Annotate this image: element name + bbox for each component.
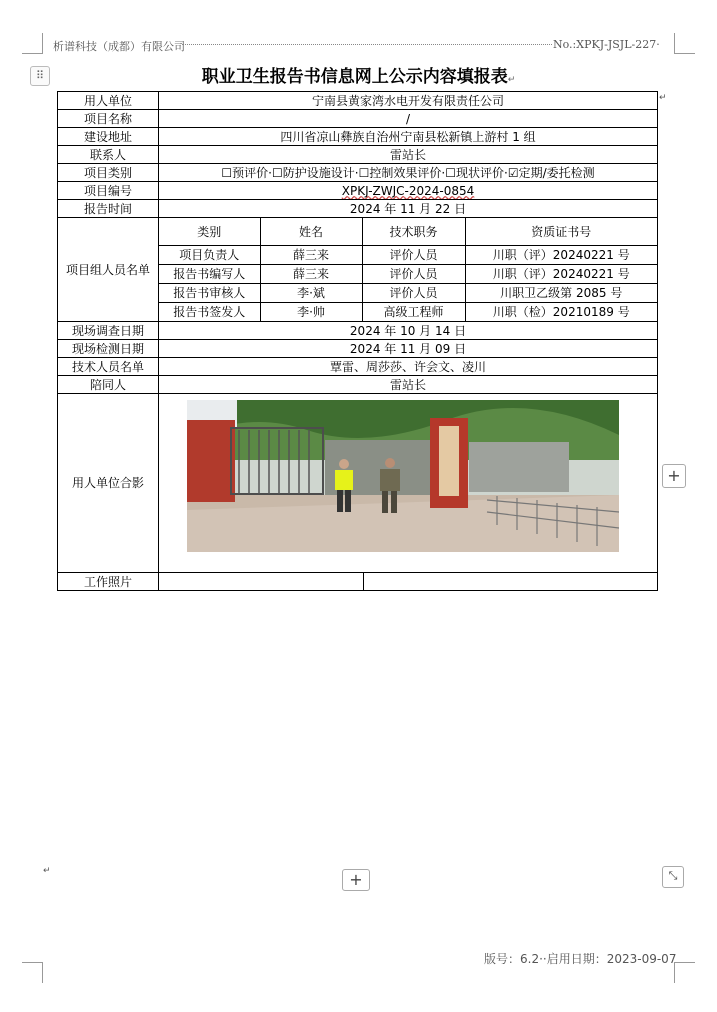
contact-label: 联系人 bbox=[58, 146, 159, 164]
member-name[interactable]: 李·帅 bbox=[260, 303, 362, 322]
add-column-plus-icon[interactable]: + bbox=[662, 464, 686, 488]
checkbox-unchecked-icon[interactable]: ☐ bbox=[358, 165, 370, 180]
table-row bbox=[58, 164, 658, 182]
table-row bbox=[159, 265, 657, 284]
survey-date-label: 现场调查日期 bbox=[58, 322, 159, 340]
row-end-mark-icon: ↵ bbox=[659, 93, 667, 103]
table-row bbox=[58, 376, 658, 394]
crop-mark-top-left bbox=[22, 33, 43, 54]
checkbox-checked-icon[interactable]: ☑ bbox=[507, 165, 519, 180]
resize-table-icon[interactable]: ⤡ bbox=[662, 866, 684, 888]
members-header-name: 姓名 bbox=[260, 218, 362, 246]
test-date-label: 现场检测日期 bbox=[58, 340, 159, 358]
group-photo-cell[interactable] bbox=[159, 394, 658, 573]
member-cert[interactable]: 川职（检）20210189 号 bbox=[465, 303, 657, 322]
header-leader-line bbox=[182, 44, 552, 45]
members-header-role: 类别 bbox=[159, 218, 260, 246]
member-role[interactable]: 报告书编写人 bbox=[159, 265, 260, 284]
group-photo-image[interactable] bbox=[187, 400, 619, 552]
member-title[interactable]: 评价人员 bbox=[362, 265, 465, 284]
category-label: 项目类别 bbox=[58, 164, 159, 182]
member-cert[interactable]: 川职（评）20240221 号 bbox=[465, 246, 657, 265]
crop-mark-bottom-right bbox=[674, 962, 695, 983]
members-label: 项目组人员名单 bbox=[58, 218, 159, 322]
member-cert[interactable]: 川职卫乙级第 2085 号 bbox=[465, 284, 657, 303]
members-cell bbox=[159, 218, 658, 322]
page-title-text: 职业卫生报告书信息网上公示内容填报表 bbox=[201, 67, 508, 87]
member-cert[interactable]: 川职（评）20240221 号 bbox=[465, 265, 657, 284]
table-row bbox=[58, 573, 658, 591]
member-title[interactable]: 评价人员 bbox=[362, 246, 465, 265]
header-company: 析谱科技（成都）有限公司 bbox=[53, 40, 185, 53]
report-time-value[interactable]: 2024 年 11 月 22 日 bbox=[159, 200, 658, 218]
escort-value[interactable]: 雷站长 bbox=[159, 376, 658, 394]
checkbox-unchecked-icon[interactable]: ☐ bbox=[445, 165, 456, 180]
table-row bbox=[58, 146, 658, 164]
table-row bbox=[58, 92, 658, 110]
table-row bbox=[58, 128, 658, 146]
employer-value[interactable]: 宁南县黄家湾水电开发有限责任公司 bbox=[159, 92, 658, 110]
member-name[interactable]: 李·斌 bbox=[260, 284, 362, 303]
checkbox-unchecked-icon[interactable]: ☐ bbox=[221, 165, 233, 180]
tech-staff-value[interactable]: 覃雷、周莎莎、许会文、凌川 bbox=[159, 358, 658, 376]
table-row bbox=[159, 284, 657, 303]
test-date-value[interactable]: 2024 年 11 月 09 日 bbox=[159, 340, 658, 358]
work-photo-cell-right[interactable] bbox=[364, 573, 658, 591]
category-option-pre-eval[interactable]: ☐预评价 bbox=[221, 165, 269, 180]
member-title[interactable]: 评价人员 bbox=[362, 284, 465, 303]
member-name[interactable]: 薛三来 bbox=[260, 246, 362, 265]
table-row bbox=[58, 182, 658, 200]
category-options: ☐预评价·☐防护设施设计·☐控制效果评价·☐现状评价·☑定期/委托检测 bbox=[159, 164, 658, 182]
category-option-status-eval[interactable]: ☐现状评价 bbox=[445, 165, 504, 180]
table-row bbox=[58, 340, 658, 358]
member-role[interactable]: 报告书审核人 bbox=[159, 284, 260, 303]
survey-date-value[interactable]: 2024 年 10 月 14 日 bbox=[159, 322, 658, 340]
table-row bbox=[58, 110, 658, 128]
project-no-value[interactable]: XPKJ-ZWJC-2024-0854 bbox=[159, 182, 658, 200]
contact-value[interactable]: 雷站长 bbox=[159, 146, 658, 164]
table-row bbox=[159, 246, 657, 265]
members-table bbox=[159, 218, 657, 321]
table-move-handle-icon[interactable]: ⠿ bbox=[30, 66, 50, 86]
checkbox-unchecked-icon[interactable]: ☐ bbox=[271, 165, 283, 180]
address-label: 建设地址 bbox=[58, 128, 159, 146]
tech-staff-label: 技术人员名单 bbox=[58, 358, 159, 376]
paragraph-mark-icon: ↵ bbox=[43, 866, 51, 876]
table-row bbox=[58, 200, 658, 218]
paragraph-mark-icon: ↵ bbox=[507, 75, 516, 85]
footer-version: 版号：6.2··启用日期：2023-09-07 bbox=[484, 952, 677, 966]
members-header-row bbox=[159, 218, 657, 246]
add-row-plus-icon[interactable]: + bbox=[342, 869, 370, 891]
members-header-title: 技术职务 bbox=[362, 218, 465, 246]
escort-label: 陪同人 bbox=[58, 376, 159, 394]
member-title[interactable]: 高级工程师 bbox=[362, 303, 465, 322]
category-option-protection-design[interactable]: ☐防护设施设计 bbox=[271, 165, 355, 180]
table-row bbox=[159, 303, 657, 322]
employer-label: 用人单位 bbox=[58, 92, 159, 110]
header-doc-number: No.:XPKJ-JSJL-227· bbox=[553, 38, 660, 51]
category-option-control-effect[interactable]: ☐控制效果评价 bbox=[358, 165, 442, 180]
project-no-label: 项目编号 bbox=[58, 182, 159, 200]
address-value[interactable]: 四川省凉山彝族自治州宁南县松新镇上游村 1 组 bbox=[159, 128, 658, 146]
crop-mark-bottom-left bbox=[22, 962, 43, 983]
group-photo-label: 用人单位合影 bbox=[58, 394, 159, 573]
table-row bbox=[58, 218, 658, 322]
work-photo-cell-left[interactable] bbox=[159, 573, 364, 591]
project-name-value[interactable]: / bbox=[159, 110, 658, 128]
disclosure-form-table bbox=[57, 91, 658, 591]
table-row bbox=[58, 322, 658, 340]
member-role[interactable]: 项目负责人 bbox=[159, 246, 260, 265]
members-header-cert: 资质证书号 bbox=[465, 218, 657, 246]
report-time-label: 报告时间 bbox=[58, 200, 159, 218]
project-name-label: 项目名称 bbox=[58, 110, 159, 128]
member-role[interactable]: 报告书签发人 bbox=[159, 303, 260, 322]
crop-mark-top-right bbox=[674, 33, 695, 54]
page-title bbox=[0, 62, 717, 87]
work-photo-label: 工作照片 bbox=[58, 573, 159, 591]
category-option-periodic-test[interactable]: ☑定期/委托检测 bbox=[507, 165, 595, 180]
table-row bbox=[58, 394, 658, 573]
member-name[interactable]: 薛三来 bbox=[260, 265, 362, 284]
table-row bbox=[58, 358, 658, 376]
